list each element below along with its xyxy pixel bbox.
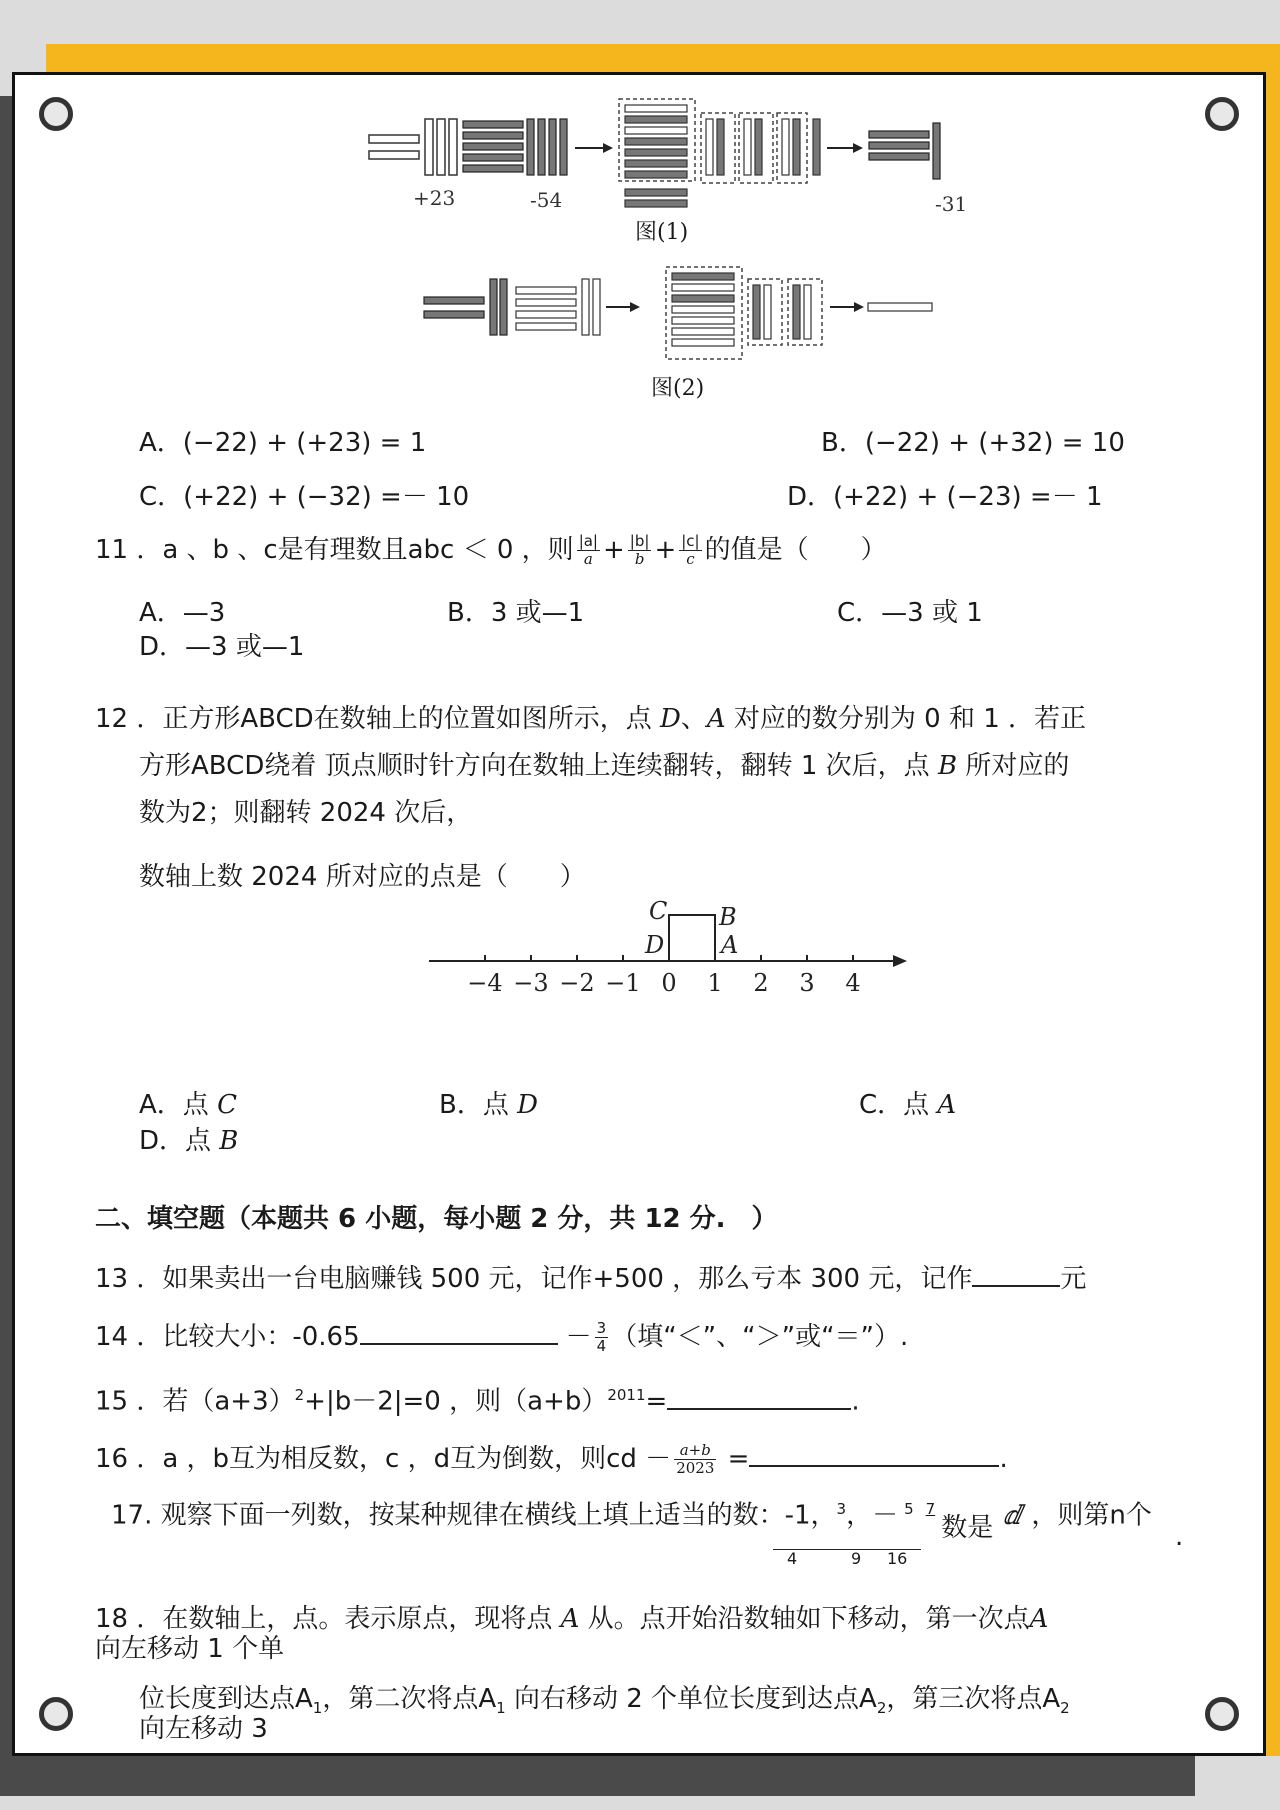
point-a: A [706, 704, 726, 734]
point-a: A [937, 1090, 957, 1120]
d-glyph: ⅆ [1003, 1500, 1022, 1531]
q10-option-a[interactable]: A．(−22) + (+23) = 1 [139, 428, 427, 458]
fraction-numerator: |b| [629, 532, 650, 550]
q17-denominators[interactable] [773, 1549, 921, 1568]
text: 15 ．若（a+3） [95, 1386, 295, 1417]
minus-sign: － [565, 1322, 592, 1352]
fraction-denominator: 2023 [676, 1459, 715, 1477]
text: 从。点开始沿数轴如下移动，第一次点 [579, 1604, 1030, 1634]
point-a: A [1029, 1604, 1049, 1634]
q18-line-2: 向左移动 1 个单 [95, 1634, 285, 1664]
text: ，第二次将点A [322, 1684, 497, 1714]
text: 向右移动 2 个单位长度到达点A [505, 1684, 877, 1714]
point-c: C [217, 1090, 237, 1120]
q13 [95, 1259, 1086, 1295]
fraction-numerator: |a| [578, 532, 598, 550]
q16-answer-blank[interactable] [749, 1439, 999, 1467]
text: 元 [1060, 1264, 1087, 1294]
point-d: D [659, 704, 681, 734]
axis-tick-label: 0 [661, 969, 677, 997]
q17-end-period: . [1175, 1522, 1184, 1552]
square-label-b: B [719, 903, 737, 931]
text: = [719, 1444, 750, 1474]
point-b: B [219, 1126, 239, 1156]
text: 18 ．在数轴上，点。表示原点，现将点 [95, 1604, 561, 1634]
text: +|b－2|=0 ，则（a+b） [304, 1386, 608, 1417]
ring-hole-icon [1205, 1697, 1239, 1731]
q11-stem-end: 的值是（ ） [704, 535, 887, 565]
point-b: B [937, 751, 958, 781]
q11-stem [95, 533, 887, 568]
subscript: 2 [1060, 1699, 1070, 1718]
fraction-denominator: c [686, 550, 695, 568]
q16-fraction [674, 1442, 716, 1477]
fraction-denominator: b [634, 550, 645, 568]
q12-stem-line-2 [139, 750, 1069, 782]
subscript: 1 [312, 1699, 323, 1718]
fraction-numerator: 7 [925, 1500, 936, 1518]
text: （填“＜”、“＞”或“＝”）. [611, 1322, 909, 1352]
axis-tick-label: −2 [559, 969, 595, 997]
fraction-numerator: 3 [836, 1500, 847, 1518]
q15-answer-blank[interactable] [667, 1382, 851, 1410]
figure-1-caption: 图(1) [635, 220, 689, 245]
figure-2-caption: 图(2) [651, 376, 705, 401]
ring-hole-icon [1205, 97, 1239, 131]
text: = [645, 1386, 668, 1417]
q10-option-c[interactable]: C．(+22) + (−32) =－ 10 [139, 482, 470, 512]
axis-tick-label: 1 [707, 969, 723, 997]
text: B．点 [439, 1090, 518, 1120]
q11-plus: + [654, 535, 677, 565]
point-a: A [560, 1604, 580, 1634]
section-2-heading: 二、填空题（本题共 6 小题，每小题 2 分，共 12 分. ） [95, 1204, 778, 1234]
q12-stem-line-4: 数轴上数 2024 所对应的点是（ ） [139, 862, 586, 892]
q12-stem-line-3: 数为2；则翻转 2024 次后， [139, 798, 473, 828]
q12-option-b[interactable] [439, 1089, 538, 1121]
figure-2-counters [420, 265, 940, 365]
fraction-numerator: |c| [681, 532, 700, 550]
text: ，则第n个 [1031, 1500, 1152, 1531]
denominator: 16 [887, 1549, 908, 1568]
q12-option-d[interactable] [139, 1125, 238, 1157]
axis-tick-label: 2 [753, 969, 769, 997]
ring-hole-icon [39, 1697, 73, 1731]
worksheet-page [12, 72, 1266, 1756]
text: A．点 [139, 1090, 218, 1120]
q12-stem-line-1 [95, 703, 1086, 735]
q18-line-3 [139, 1683, 1070, 1724]
text: 方形ABCD绕着 顶点顺时针方向在数轴上连续翻转，翻转 1 次后，点 [139, 751, 938, 781]
axis-tick-label: −1 [605, 969, 641, 997]
q11-fraction-a [577, 533, 600, 568]
q17 [111, 1493, 1152, 1543]
text: 14 ．比较大小：-0.65 [95, 1322, 360, 1352]
fig1-label-minus54: -54 [530, 188, 563, 212]
q11-plus: + [603, 535, 625, 565]
q14 [95, 1317, 908, 1355]
q18-line-1 [95, 1603, 1048, 1635]
exponent: 2 [294, 1386, 305, 1404]
square-label-d: D [645, 931, 665, 959]
fraction-numerator: a+b [674, 1442, 716, 1460]
text: D．点 [139, 1126, 220, 1156]
denominator: 4 [787, 1549, 798, 1568]
text: ，－ [846, 1500, 899, 1531]
text: ，第三次将点A [886, 1684, 1061, 1714]
q11-option-a[interactable]: A．—3 [139, 598, 226, 628]
subscript: 2 [876, 1699, 887, 1718]
fraction-denominator: a [583, 550, 593, 568]
text: 16 ．a ，b互为相反数，c ，d互为倒数，则cd － [95, 1444, 672, 1474]
q11-fraction-b [628, 533, 652, 568]
q12-number-line [423, 895, 913, 1005]
text: 数是 [941, 1512, 994, 1543]
fig1-label-plus23: +23 [413, 186, 456, 210]
text: 、 [680, 704, 707, 734]
exponent: 2011 [607, 1386, 646, 1404]
q12-option-c[interactable] [859, 1089, 956, 1121]
q11-option-c[interactable]: C．—3 或 1 [837, 598, 983, 628]
q10-option-b[interactable]: B．(−22) + (+32) = 10 [821, 428, 1125, 458]
ring-hole-icon [39, 97, 73, 131]
q11-option-b[interactable]: B．3 或—1 [447, 598, 585, 628]
text: C．点 [859, 1090, 938, 1120]
text: 对应的数分别为 0 和 1 ．若正 [725, 704, 1087, 734]
square-label-c: C [649, 897, 668, 925]
subscript: 1 [496, 1699, 506, 1718]
q15 [95, 1379, 860, 1418]
axis-tick-label: 4 [845, 969, 861, 997]
text: 13 ．如果卖出一台电脑赚钱 500 元，记作+500 ，那么亏本 300 元，记作 [95, 1264, 973, 1294]
fraction-denominator: 4 [596, 1337, 607, 1355]
text: 所对应的 [957, 751, 1070, 781]
q11-option-d[interactable]: D．—3 或—1 [139, 632, 305, 662]
square-label-a: A [721, 931, 739, 959]
q12-option-a[interactable] [139, 1089, 237, 1121]
text: 12 ．正方形ABCD在数轴上的位置如图所示，点 [95, 704, 660, 734]
axis-tick-label: 3 [799, 969, 815, 997]
q16 [95, 1439, 1008, 1477]
denominator: 9 [851, 1549, 862, 1568]
fraction-numerator: 3 [596, 1319, 607, 1337]
text: 17. 观察下面一列数，按某种规律在横线上填上适当的数：-1， [111, 1500, 837, 1531]
text: . [999, 1444, 1008, 1474]
q10-option-d[interactable]: D．(+22) + (−23) =－ 1 [787, 482, 1103, 512]
fig1-label-minus31: -31 [935, 192, 968, 216]
q13-answer-blank[interactable] [972, 1259, 1060, 1287]
point-d: D [517, 1090, 538, 1120]
text: 位长度到达点A [139, 1684, 313, 1714]
q18-line-4: 向左移动 3 [139, 1714, 268, 1744]
q14-answer-blank[interactable] [360, 1317, 558, 1345]
q11-fraction-c [679, 533, 701, 568]
axis-tick-label: −3 [513, 969, 549, 997]
fraction-numerator: 5 [904, 1500, 914, 1518]
q14-fraction [595, 1320, 609, 1355]
text: . [851, 1386, 860, 1417]
axis-tick-label: −4 [467, 969, 503, 997]
q11-stem-start: 11 ．a 、b 、c是有理数且abc ＜ 0 ，则 [95, 535, 574, 565]
